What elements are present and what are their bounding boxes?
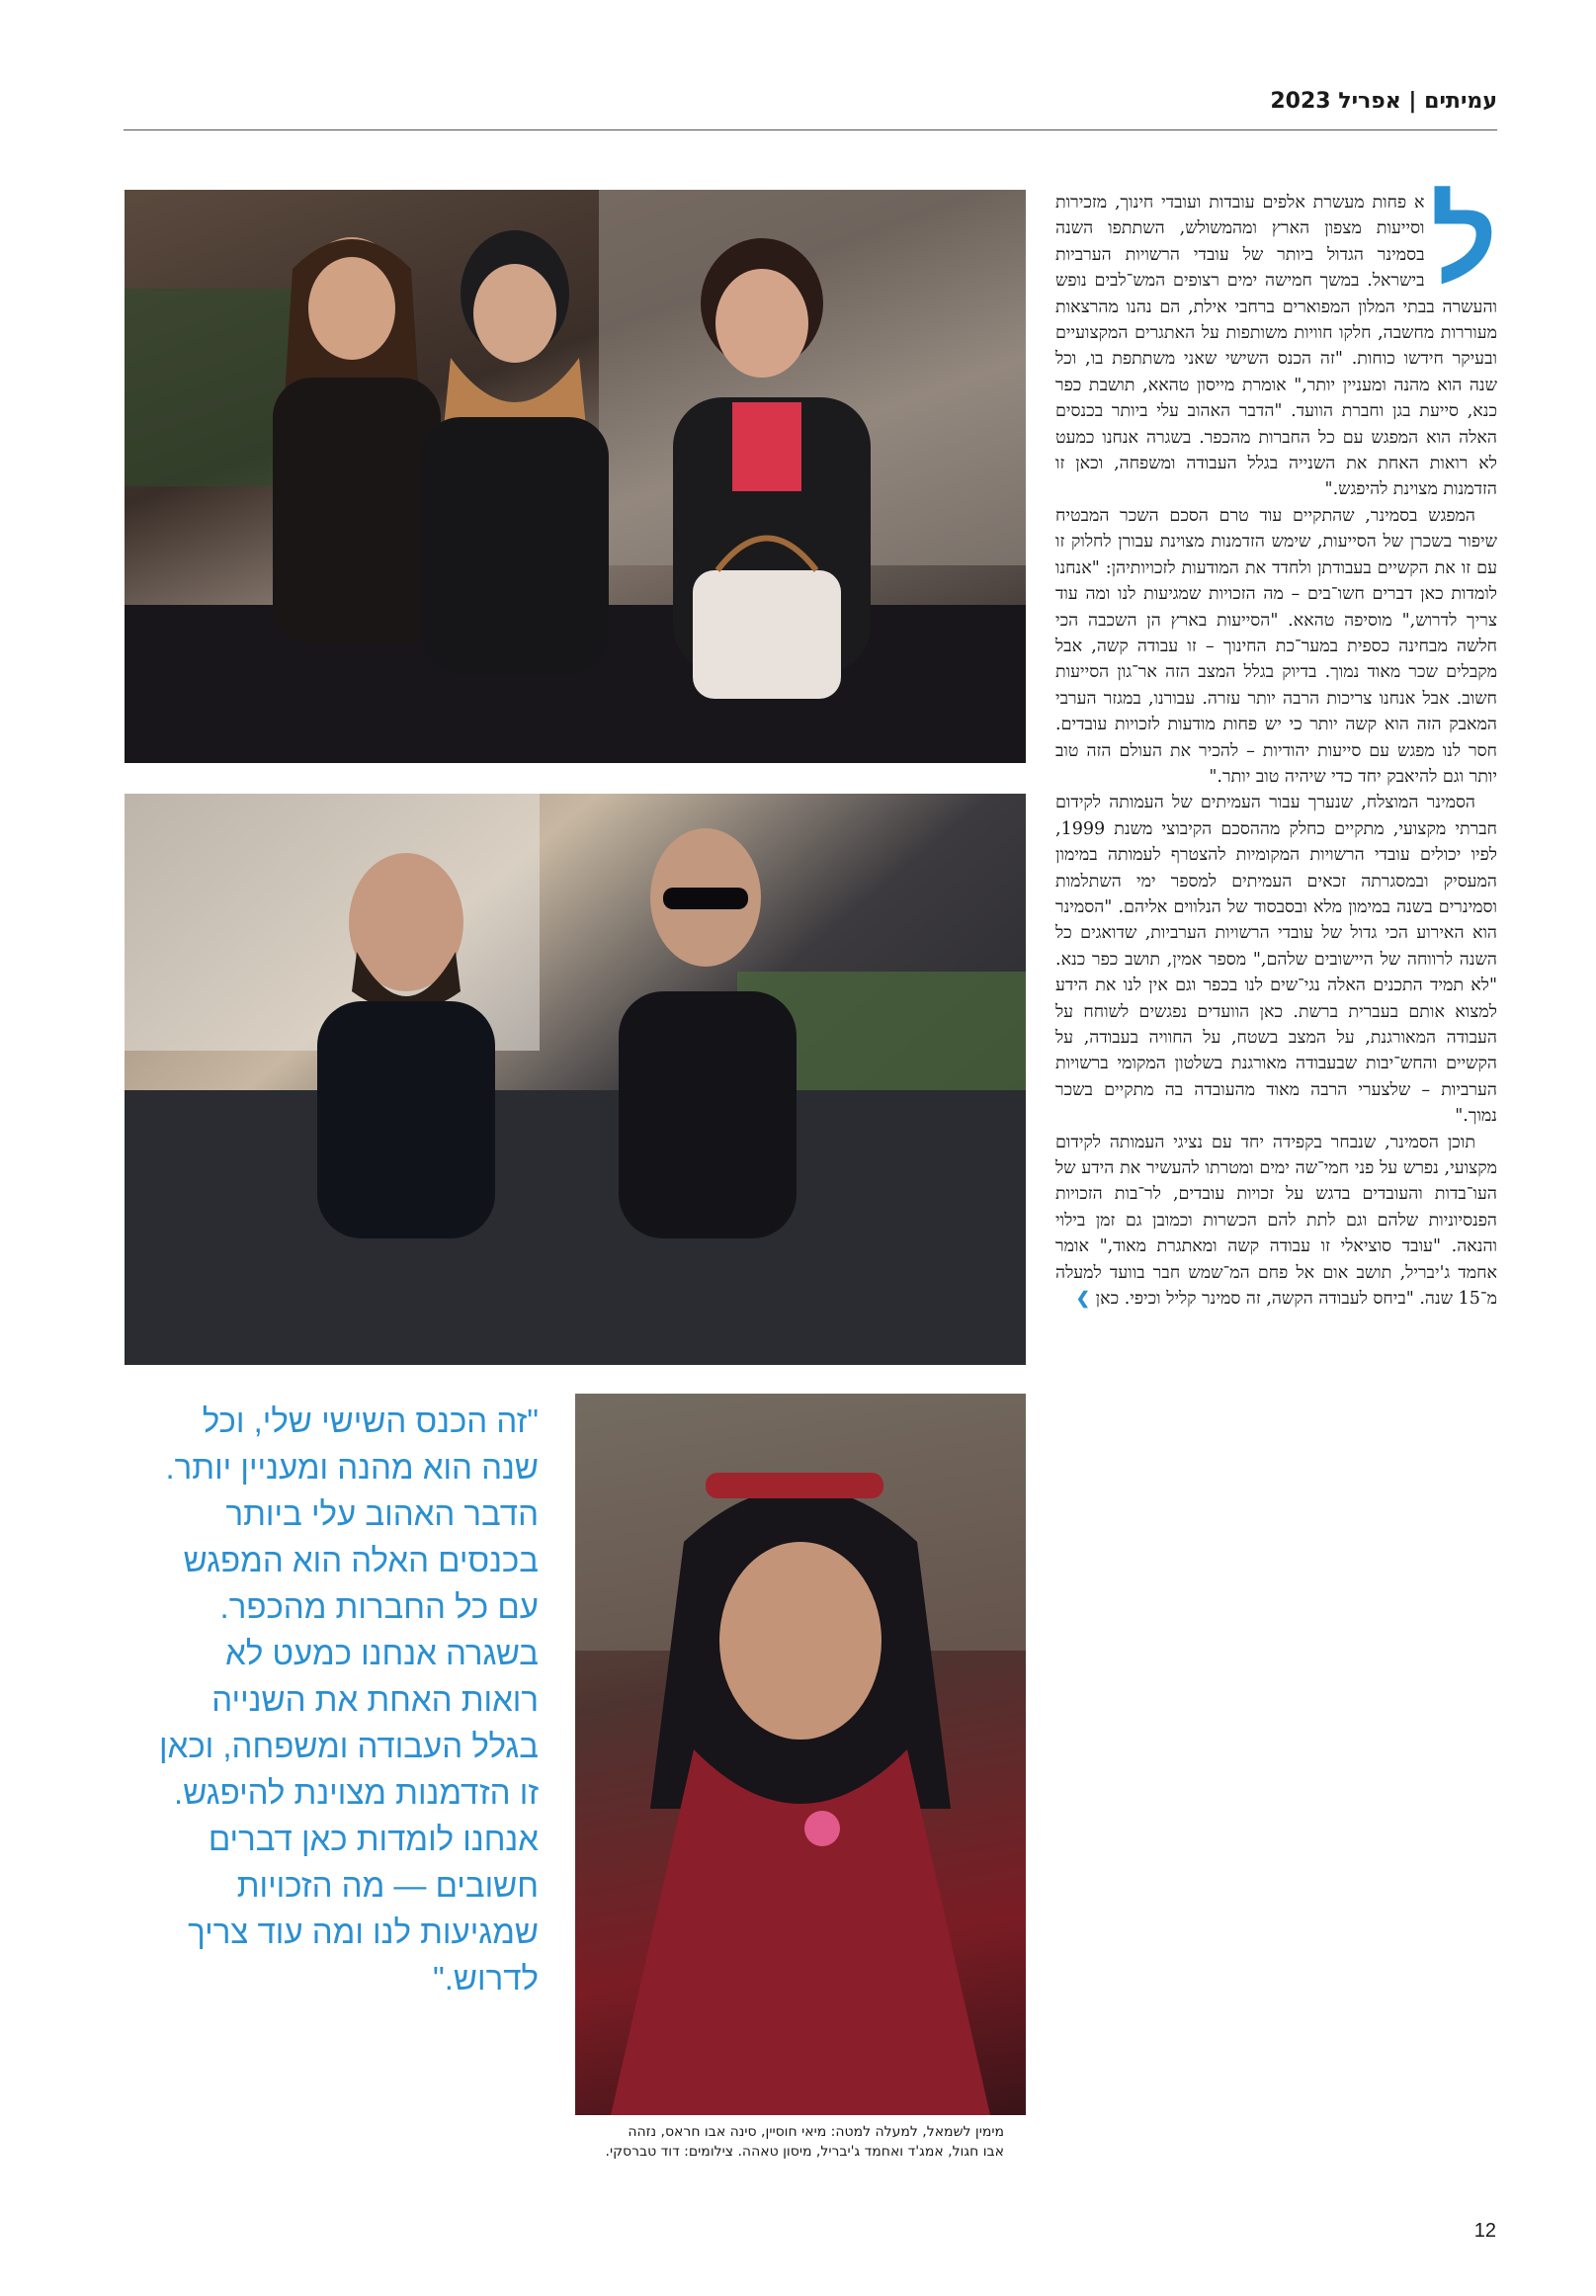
article-paragraph <box>1055 1130 1497 1313</box>
article-paragraph: המפגש בסמינר, שהתקיים עוד טרם הסכם השכר המבטיח שיפור בשכרן של הסייעות, שימש הזדמנות מצוינת עבורן לחלוק זו עם זו את הקשיים בעבודתן ולחדד את המודעות לזכויותיהן: "אנחנו לומדות כאן דברים חשו־בים – מה הזכויות שמגיעות לנו ומה עוד צריך לדרוש," מוסיפה טהאא. "הסייעות בארץ הן השכבה הכי חלשה מבחינה כספית במער־כת החינוך – זו עבודה קשה, אבל מקבלים שכר מאוד נמוך. בדיוק בגלל המצב הזה אר־גון הסייעות חשוב. אבל אנחנו צריכות הרבה יותר עזרה. עבורנו, במגזר הערבי המאבק הזה הוא קשה יותר כי יש פחות מודעות לזכויות עובדים. חסר לנו מפגש עם סייעות יהודיות – להכיר את העולם הזה טוב יותר וגם להיאבק יחד כדי שיהיה טוב יותר." <box>1055 505 1497 787</box>
drop-cap: ל <box>1430 176 1497 306</box>
photo-three-women <box>125 190 1026 763</box>
photo-woman-portrait-illustration <box>575 1394 1026 2115</box>
article-paragraph: הסמינר המוצלח, שנערך עבור העמיתים של העמותה לקידום חברתי מקצועי, מתקיים כחלק מההסכם הקיבוצי משנת 1999, לפיו יכולים עובדי הרשויות המקומיות להצטרף לעמותה במימון המעסיק ובמסגרתה זכאים העמיתים למספר ימי השתלמות וסמינרים בשנה במימון מלא ובסבסוד של הנלווים אליהם. "הסמינר הוא האירוע הכי גדול של עובדי הרשויות הערביות, שדואגים כל השנה לרווחה של היישובים שלהם," מספר אמין, תושב כפר כנא. "לא תמיד התכנים האלה נגי־שים לנו בכפר וגם אין לנו את הידע למצוא אותם בעברית ברשת. כאן הוועדים נפגשים לשוחח על העבודה המאורגנת, על המצב בשטח, על החוויה בעבודה, על הקשיים והחש־יבות שבעבודה מאורגנת בשלטון המקומי ברשויות הערביות – שלצערי הרבה מאוד מהעובדה בה מתקיים בשכר נמוך." <box>1055 793 1497 1127</box>
photo-two-men <box>125 794 1026 1365</box>
header-rule <box>124 129 1497 130</box>
photo-two-men-illustration <box>125 794 1026 1365</box>
page-number: 12 <box>1473 2220 1496 2242</box>
article-paragraph: א פחות מעשרת אלפים עובדות ועובדי חינוך, מזכירות וסייעות מצפון הארץ ומהמשולש, השתתפו השנה בסמינר הגדול ביותר של עובדי הרשויות הערביות בישראל. במשך חמישה ימים רצופים המש־לבים נופש והעשרה בבתי המלון המפוארים ברחבי אילת, הם נהנו מהרצאות מעוררות מחשבה, חלקו חוויות משותפות על האתגרים המקצועיים ובעיקר חידשו כוחות. "זה הכנס השישי שאני משתתפת בו, וכל שנה הוא מהנה ומעניין יותר," אומרת מייסון טהאא, תושבת כפר כנא, סייעת בגן וחברת הוועד. "הדבר האהוב עלי ביותר בכנסים האלה הוא המפגש עם כל החברות מהכפר. בשגרה אנחנו כמעט לא רואות האחת את השנייה בגלל העבודה ומשפחה, וכאן זו הזדמנות מצוינת להיפגש." <box>1055 193 1497 500</box>
page-header <box>124 87 1497 127</box>
article-paragraph-text: תוכן הסמינר, שנבחר בקפידה יחד עם נציגי העמותה לקידום מקצועי, נפרש על פני חמי־שה ימים ומטרתו להעשיר את הידע של העו־בדות והעובדים בדגש על זכויות עובדים, לר־בות הזכויות הפנסיוניות שלהם וגם לתת להם הכשרות וכמובן גם זמן בילוי והנאה. "עובד סוציאלי זו עבודה קשה ומאתגרת מאוד," אומר אחמד ג'יבריל, תושב אום אל פחם המ־שמש חבר בוועד למעלה מ־15 שנה. "ביחס לעבודה הקשה, זה סמינר קליל וכיפי. כאן <box>1055 1132 1497 1310</box>
photo-three-women-illustration <box>125 190 1026 763</box>
photo-caption: מימין לשמאל, למעלה למטה: מיאי חוסיין, סינה אבו חראס, נזהה אבו חגול, אמג'ד ואחמד ג'יבריל, מיסון טאהה. צילומים: דוד טברסקי. <box>605 2124 1004 2160</box>
continue-arrow-icon[interactable]: ❯ <box>1075 1289 1091 1310</box>
pull-quote: "זה הכנס השישי שלי, וכל שנה הוא מהנה ומעניין יותר. הדבר האהוב עלי ביותר בכנסים האלה הוא המפגש עם כל החברות מהכפר. בשגרה אנחנו כמעט לא רואות האחת את השנייה בגלל העבודה ומשפחה, וכאן זו הזדמנות מצוינת להיפגש. אנחנו לומדות כאן דברים חשובים — מה הזכויות שמגיעות לנו ומה עוד צריך לדרוש." <box>159 1403 539 1997</box>
article-body <box>1055 176 1497 2142</box>
photo-woman-portrait <box>575 1394 1026 2115</box>
header-label: עמיתים | אפריל 2023 <box>1270 89 1497 114</box>
